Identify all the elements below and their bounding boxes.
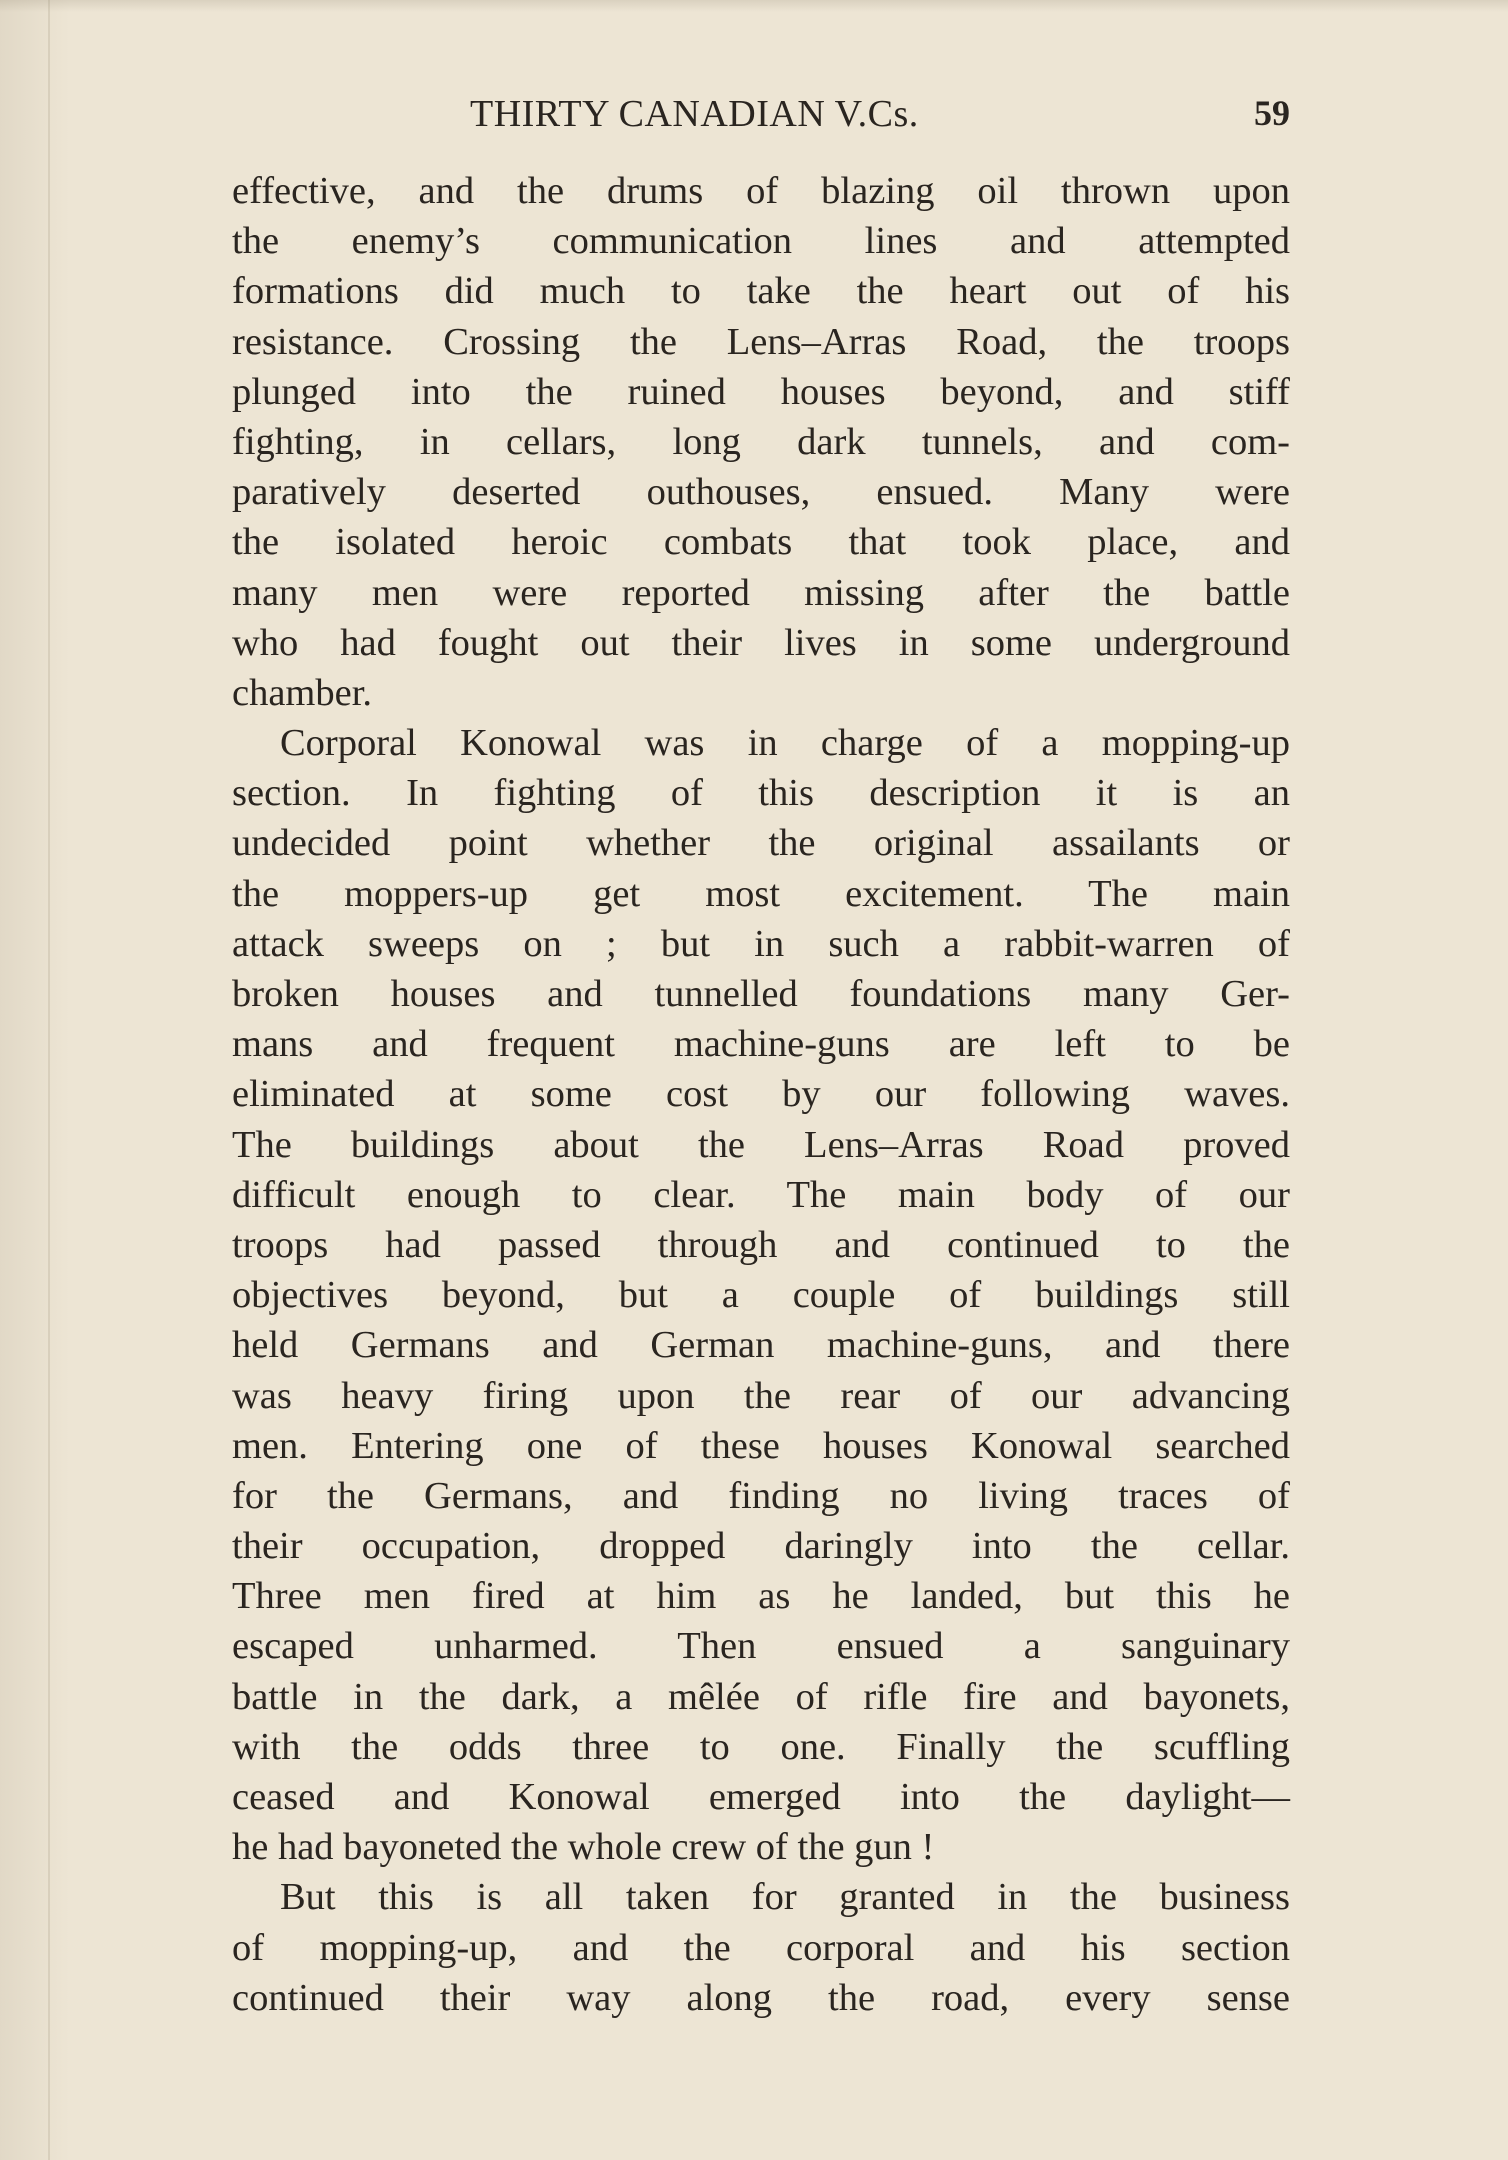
text-line: was heavy firing upon the rear of our advancing bbox=[232, 1374, 1290, 1417]
text-line: he had bayoneted the whole crew of the gun ! bbox=[232, 1826, 935, 1869]
text-line: with the odds three to one. Finally the scuffling bbox=[232, 1725, 1290, 1768]
text-line: broken houses and tunnelled foundations many Ger- bbox=[232, 973, 1290, 1015]
text-line: section. In fighting of this description it is an bbox=[232, 772, 1290, 815]
text-line: The buildings about the Lens–Arras Road proved bbox=[232, 1123, 1290, 1166]
text-line: attack sweeps on ; but in such a rabbit-warren of bbox=[232, 922, 1290, 965]
text-line: undecided point whether the original assailants or bbox=[232, 822, 1290, 865]
text-line: fighting, in cellars, long dark tunnels, and com- bbox=[232, 420, 1290, 463]
text-line: who had fought out their lives in some underground bbox=[232, 621, 1290, 664]
text-line: resistance. Crossing the Lens–Arras Road, the troops bbox=[232, 320, 1290, 363]
text-line: But this is all taken for granted in the business bbox=[280, 1876, 1290, 1919]
text-line: the enemy’s communication lines and attempted bbox=[232, 220, 1290, 263]
text-line: continued their way along the road, every sense bbox=[232, 1976, 1290, 2019]
text-line: men. Entering one of these houses Konowal searched bbox=[232, 1424, 1290, 1467]
running-title: THIRTY CANADIAN V.Cs. bbox=[470, 93, 919, 135]
text-line: held Germans and German machine-guns, and there bbox=[232, 1324, 1290, 1367]
running-head bbox=[232, 92, 1290, 142]
page-number: 59 bbox=[1254, 93, 1290, 133]
text-line: chamber. bbox=[232, 671, 373, 714]
text-line: the moppers-up get most excitement. The main bbox=[232, 872, 1290, 915]
text-line: Corporal Konowal was in charge of a mopping-up bbox=[280, 722, 1290, 765]
text-line: paratively deserted outhouses, ensued. Many were bbox=[232, 471, 1290, 514]
text-line: mans and frequent machine-guns are left to be bbox=[232, 1023, 1290, 1066]
text-line: plunged into the ruined houses beyond, and stiff bbox=[232, 370, 1290, 413]
text-line: battle in the dark, a mêlée of rifle fire and bayonets, bbox=[232, 1675, 1290, 1718]
text-line: their occupation, dropped daringly into the cellar. bbox=[232, 1525, 1290, 1568]
text-line: the isolated heroic combats that took place, and bbox=[232, 521, 1290, 564]
text-line: effective, and the drums of blazing oil thrown upon bbox=[232, 170, 1290, 212]
page-binding-edge bbox=[48, 0, 50, 2160]
text-line: ceased and Konowal emerged into the daylight— bbox=[232, 1776, 1290, 1818]
text-line: Three men fired at him as he landed, but this he bbox=[232, 1575, 1290, 1618]
text-line: troops had passed through and continued to the bbox=[232, 1223, 1290, 1266]
text-line: of mopping-up, and the corporal and his section bbox=[232, 1926, 1290, 1969]
text-line: escaped unharmed. Then ensued a sanguinary bbox=[232, 1625, 1290, 1668]
text-line: formations did much to take the heart out of his bbox=[232, 270, 1290, 313]
text-line: many men were reported missing after the battle bbox=[232, 571, 1290, 614]
body-text bbox=[232, 166, 1290, 2023]
text-line: for the Germans, and finding no living traces of bbox=[232, 1474, 1290, 1517]
text-line: eliminated at some cost by our following waves. bbox=[232, 1073, 1290, 1116]
text-line: difficult enough to clear. The main body of our bbox=[232, 1173, 1290, 1216]
text-line: objectives beyond, but a couple of buildings still bbox=[232, 1274, 1290, 1317]
